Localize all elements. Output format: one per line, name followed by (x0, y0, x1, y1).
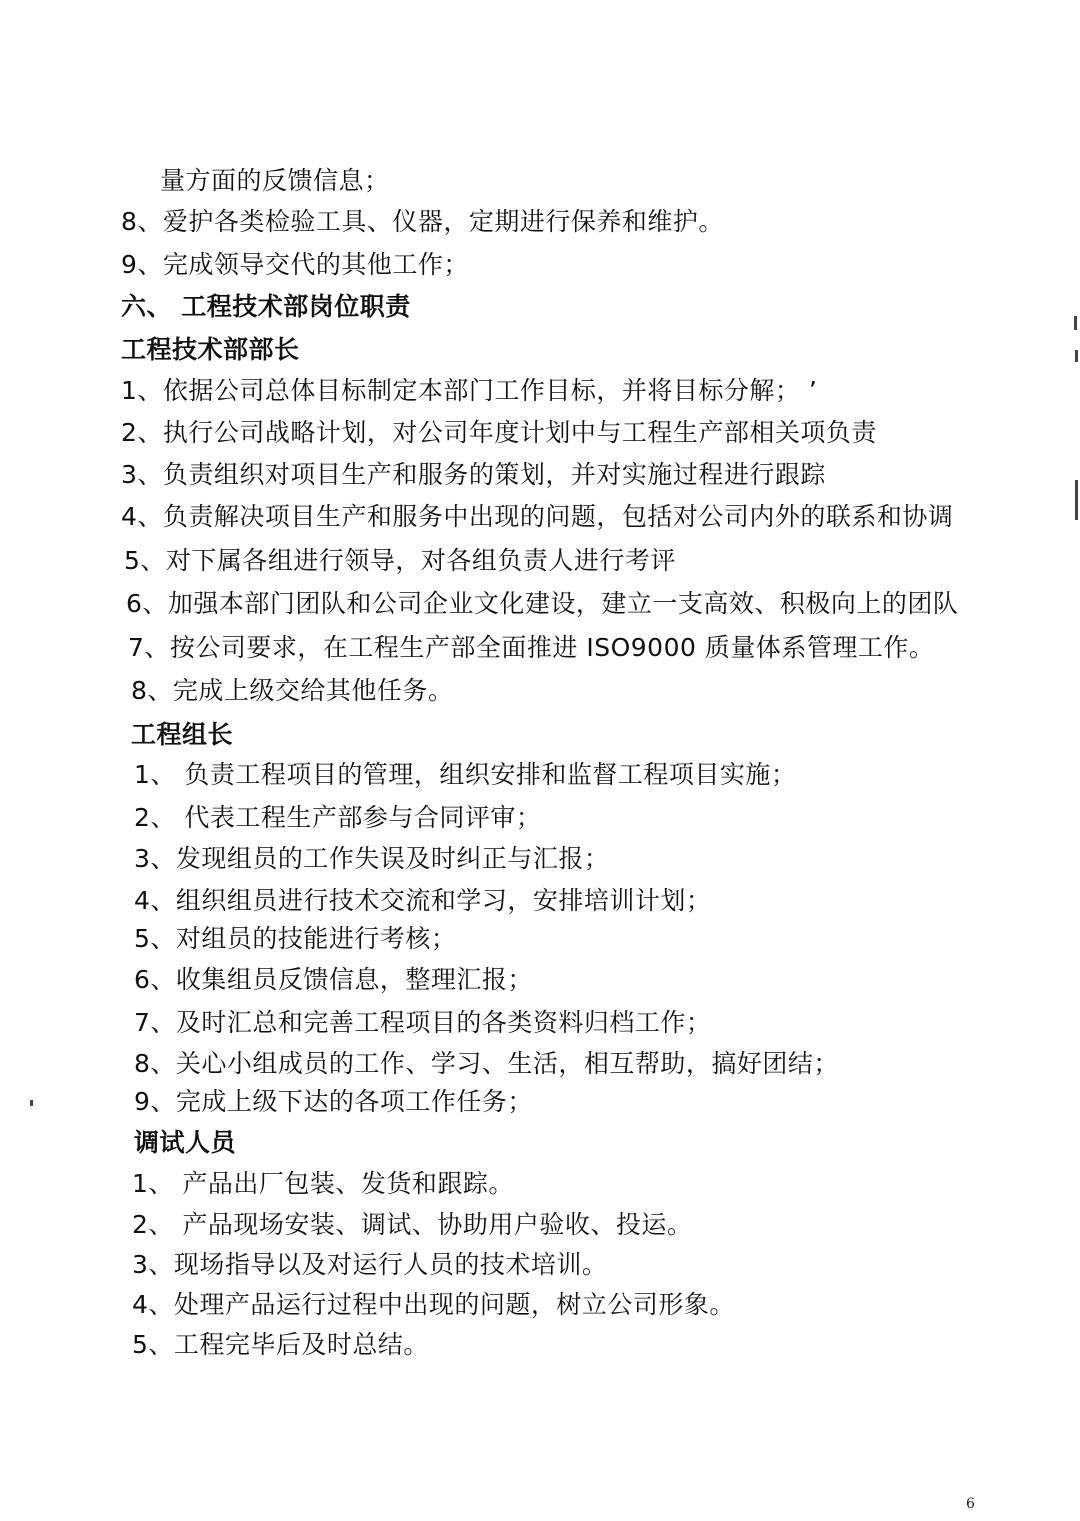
list-item: 3、现场指导以及对运行人员的技术培训。 (132, 1250, 608, 1279)
list-item: 7、及时汇总和完善工程项目的各类资料归档工作； (134, 1008, 712, 1037)
scan-mark (1075, 480, 1078, 520)
list-item: 2、 代表工程生产部参与合同评审； (134, 803, 542, 832)
list-item: 4、组织组员进行技术交流和学习，安排培训计划； (134, 886, 712, 915)
list-item: 3、发现组员的工作失误及时纠正与汇报； (134, 844, 610, 873)
list-item: 5、工程完毕后及时总结。 (132, 1330, 429, 1359)
page-number: 6 (966, 1496, 975, 1512)
scan-mark (1075, 350, 1078, 362)
section-heading: 六、 工程技术部岗位职责 (121, 292, 411, 321)
list-item: 5、对组员的技能进行考核； (134, 924, 457, 953)
list-item: 1、 产品出厂包装、发货和跟踪。 (132, 1169, 514, 1198)
list-item: 5、对下属各组进行领导，对各组负责人进行考评 (124, 546, 676, 575)
list-item: 7、按公司要求，在工程生产部全面推进 ISO9000 质量体系管理工作。 (128, 633, 935, 662)
subsection-heading: 调试人员 (134, 1128, 237, 1157)
list-item: 6、加强本部门团队和公司企业文化建设，建立一支高效、积极向上的团队 (126, 589, 959, 618)
list-item: 4、负责解决项目生产和服务中出现的问题，包括对公司内外的联系和协调 (121, 502, 954, 531)
list-item: 8、爱护各类检验工具、仪器，定期进行保养和维护。 (121, 207, 724, 236)
subsection-heading: 工程技术部部长 (121, 335, 300, 364)
scan-mark (1074, 316, 1077, 330)
list-item: 9、完成上级下达的各项工作任务； (134, 1087, 533, 1116)
list-item: 6、收集组员反馈信息，整理汇报； (134, 965, 533, 994)
text-line: 量方面的反馈信息； (160, 166, 390, 195)
list-item: 1、 负责工程项目的管理，组织安排和监督工程项目实施； (134, 760, 797, 789)
list-item: 2、 产品现场安装、调试、协助用户验收、投运。 (132, 1210, 693, 1239)
list-item: 3、负责组织对项目生产和服务的策划，并对实施过程进行跟踪 (121, 460, 826, 489)
list-item: 8、完成上级交给其他任务。 (131, 676, 454, 705)
list-item: 4、处理产品运行过程中出现的问题，树立公司形象。 (132, 1290, 735, 1319)
list-item: 2、执行公司战略计划，对公司年度计划中与工程生产部相关项负责 (121, 418, 877, 447)
list-item: 9、完成领导交代的其他工作； (121, 250, 469, 279)
list-item: 8、关心小组成员的工作、学习、生活，相互帮助，搞好团结； (134, 1049, 839, 1078)
scan-mark (30, 1100, 33, 1106)
list-item: 1、依据公司总体目标制定本部门工作目标，并将目标分解； ’ (121, 376, 818, 405)
subsection-heading: 工程组长 (131, 720, 234, 749)
